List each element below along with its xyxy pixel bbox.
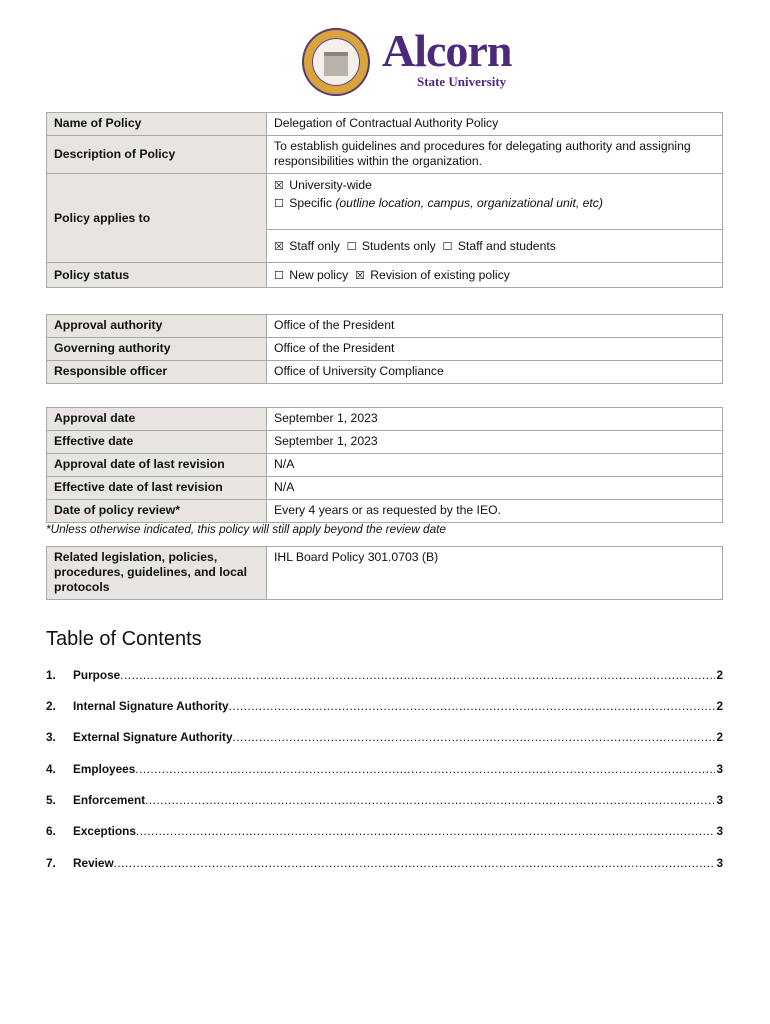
policy-scope-options	[267, 174, 723, 230]
brand-subtitle: State University	[417, 74, 507, 89]
policy-applies-label: Policy applies to	[47, 174, 267, 263]
audience-staff-and-students[interactable]: ☐ Staff and students	[442, 238, 556, 253]
table-row	[47, 454, 723, 477]
responsible-officer-label: Responsible officer	[47, 361, 267, 384]
checkbox-checked-icon[interactable]: ☒	[274, 239, 284, 253]
university-seal-icon	[302, 28, 370, 96]
toc-title: Table of Contents	[46, 628, 202, 650]
alcorn-logo	[302, 25, 532, 100]
approval-date-last-revision-label: Approval date of last revision	[47, 454, 267, 477]
review-footnote: *Unless otherwise indicated, this policy will still apply beyond the review date	[46, 522, 446, 536]
policy-name-label: Name of Policy	[47, 113, 267, 136]
audience-students-only[interactable]: ☐ Students only	[346, 238, 436, 253]
toc-leader	[136, 824, 716, 838]
approval-authority-label: Approval authority	[47, 315, 267, 338]
table-row	[47, 408, 723, 431]
approval-date-label: Approval date	[47, 408, 267, 431]
toc-leader	[229, 699, 716, 713]
effective-date-value: September 1, 2023	[267, 431, 723, 454]
governing-authority-label: Governing authority	[47, 338, 267, 361]
dates-table	[46, 407, 723, 523]
checkbox-unchecked-icon[interactable]: ☐	[274, 268, 284, 282]
related-table	[46, 546, 723, 600]
checkbox-checked-icon[interactable]: ☒	[354, 268, 365, 282]
table-row	[47, 477, 723, 500]
policy-review-date-label: Date of policy review*	[47, 500, 267, 523]
related-legislation-label: Related legislation, policies, procedures, guidelines, and local protocols	[47, 547, 267, 600]
checkbox-unchecked-icon[interactable]: ☐	[442, 239, 453, 253]
toc-leader	[135, 762, 715, 776]
related-legislation-value: IHL Board Policy 301.0703 (B)	[267, 547, 723, 600]
toc-leader	[145, 793, 715, 807]
responsible-officer-value: Office of University Compliance	[267, 361, 723, 384]
toc-item-purpose[interactable]: 1. Purpose ..... 2	[46, 668, 723, 684]
scope-specific[interactable]: ☐ Specific (outline location, campus, organizational unit, etc)	[274, 196, 603, 210]
effective-date-last-revision-label: Effective date of last revision	[47, 477, 267, 500]
toc-leader	[114, 856, 716, 870]
table-row	[47, 338, 723, 361]
table-row	[47, 361, 723, 384]
policy-description-value: To establish guidelines and procedures for delegating authority and assigning responsibilities within the organization.	[267, 136, 723, 174]
audience-staff-only[interactable]: ☒ Staff only	[274, 238, 340, 253]
toc-item-internal-signature-authority[interactable]: 2. Internal Signature Authority ..... 2	[46, 699, 723, 715]
brand-name: Alcorn	[382, 25, 512, 76]
policy-info-table	[46, 112, 723, 288]
toc-item-employees[interactable]: 4. Employees ..... 3	[46, 762, 723, 778]
status-revision[interactable]: ☒ Revision of existing policy	[354, 267, 510, 282]
table-row	[47, 500, 723, 523]
checkbox-unchecked-icon[interactable]: ☐	[346, 239, 357, 253]
policy-audience-options	[267, 230, 723, 263]
toc-item-external-signature-authority[interactable]: 3. External Signature Authority ..... 2	[46, 730, 723, 746]
table-row	[47, 315, 723, 338]
policy-status-options	[267, 263, 723, 288]
policy-description-label: Description of Policy	[47, 136, 267, 174]
toc-leader	[233, 730, 716, 744]
toc-item-enforcement[interactable]: 5. Enforcement ..... 3	[46, 793, 723, 809]
scope-specific-note: (outline location, campus, organizational unit, etc)	[335, 196, 603, 210]
approval-date-value: September 1, 2023	[267, 408, 723, 431]
governing-authority-value: Office of the President	[267, 338, 723, 361]
effective-date-last-revision-value: N/A	[267, 477, 723, 500]
policy-review-date-value: Every 4 years or as requested by the IEO.	[267, 500, 723, 523]
policy-name-value: Delegation of Contractual Authority Policy	[267, 113, 723, 136]
approval-date-last-revision-value: N/A	[267, 454, 723, 477]
checkbox-unchecked-icon[interactable]: ☐	[274, 197, 284, 210]
approval-authority-value: Office of the President	[267, 315, 723, 338]
checkbox-checked-icon[interactable]: ☒	[274, 179, 284, 192]
toc-item-review[interactable]: 7. Review ..... 3	[46, 856, 723, 872]
authority-table	[46, 314, 723, 384]
status-new-policy[interactable]: ☐ New policy	[274, 267, 349, 282]
toc-leader	[120, 668, 715, 682]
policy-status-label: Policy status	[47, 263, 267, 288]
effective-date-label: Effective date	[47, 431, 267, 454]
scope-university-wide[interactable]: ☒ University-wide	[274, 178, 372, 192]
table-row	[47, 431, 723, 454]
toc-item-exceptions[interactable]: 6. Exceptions ..... 3	[46, 824, 723, 840]
